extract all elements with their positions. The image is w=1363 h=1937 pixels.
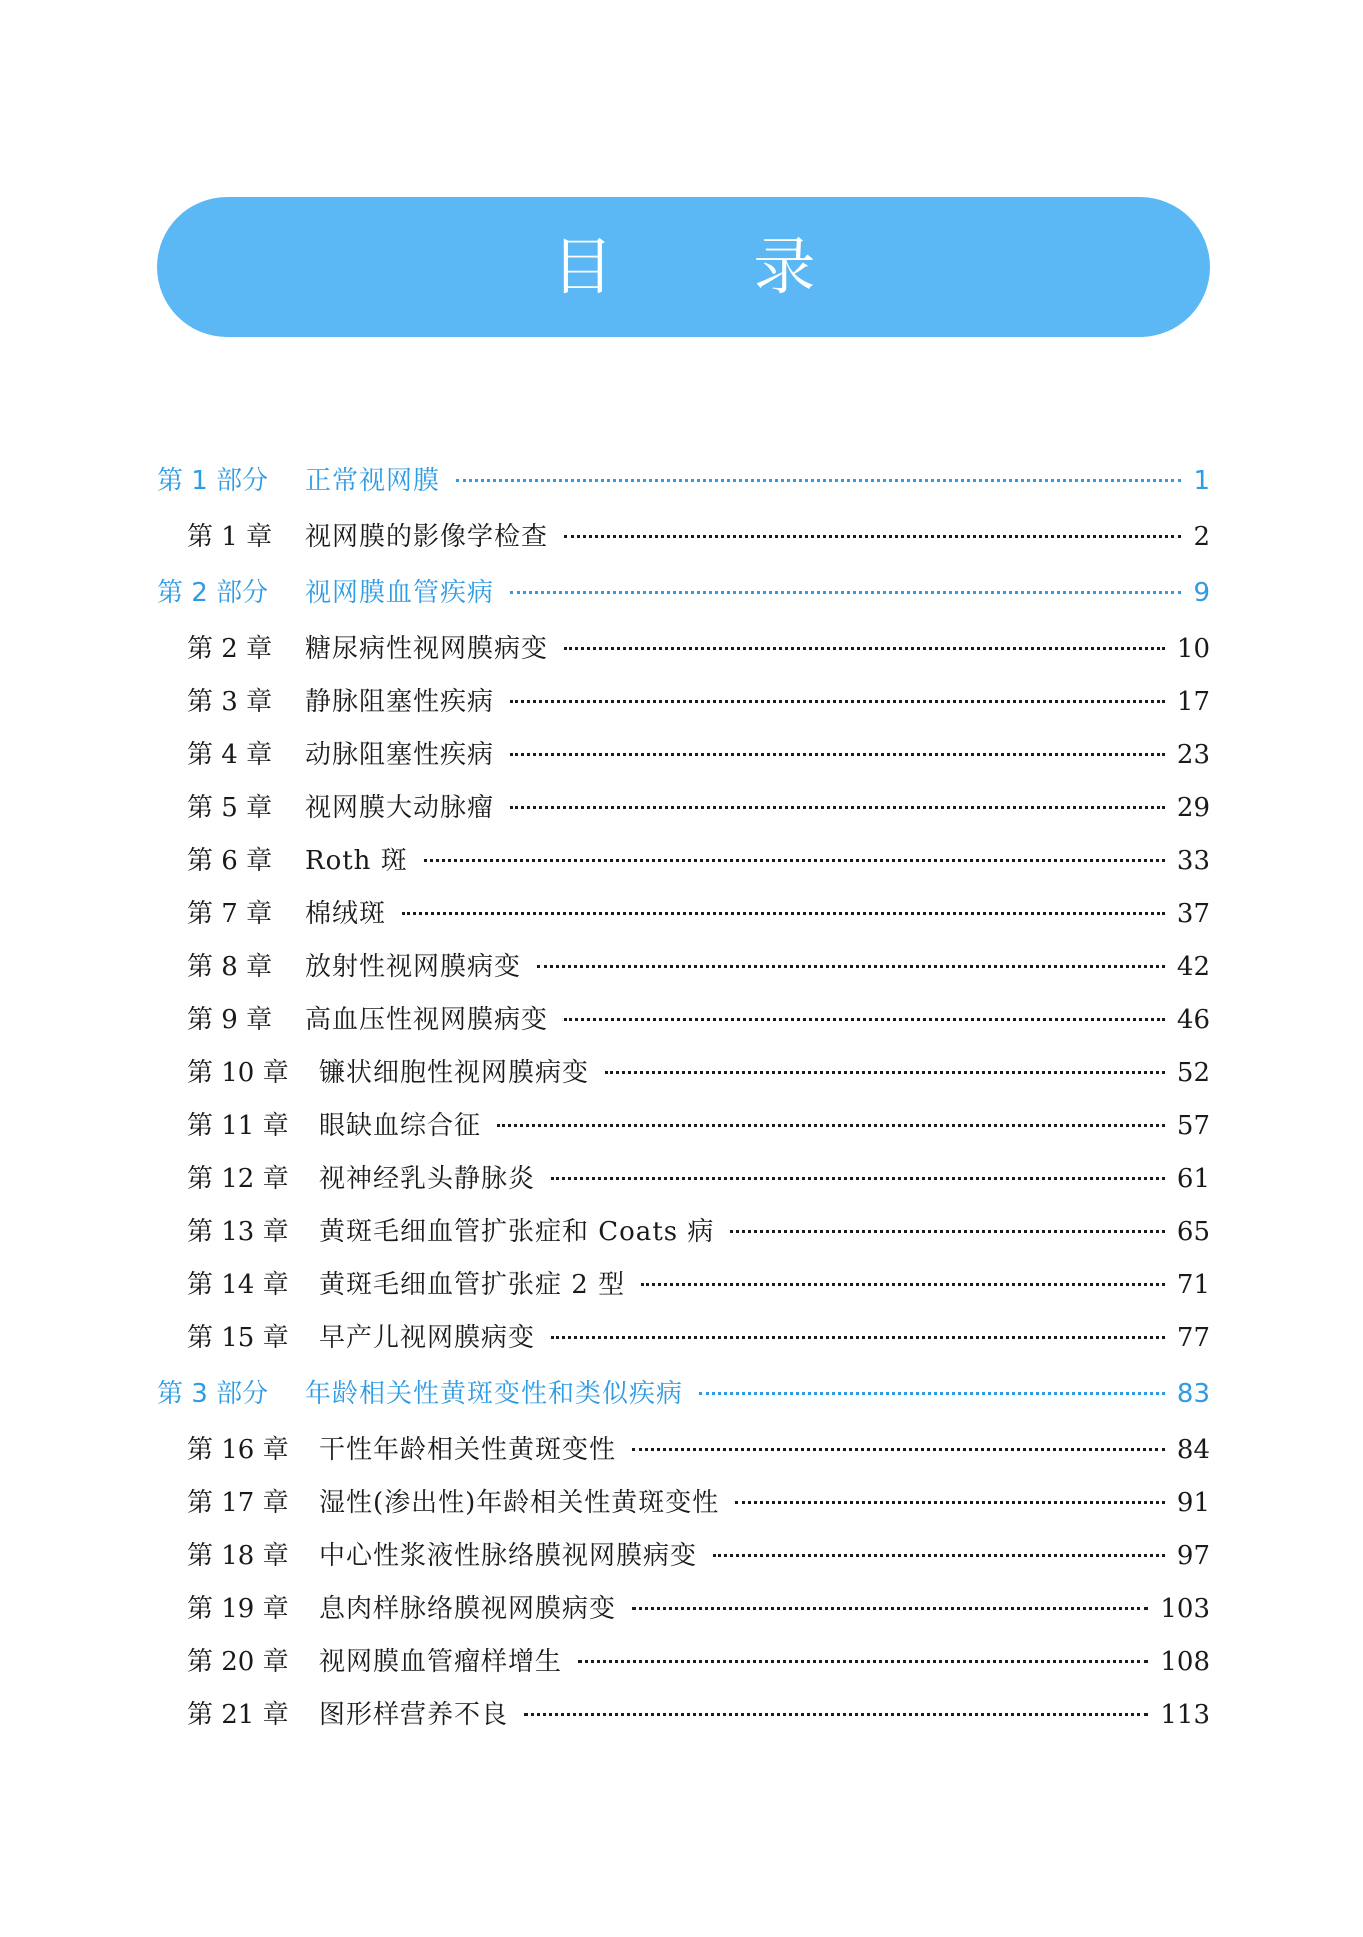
dot-leader [564,535,1181,538]
chapter-number: 第 9 章 [187,1005,273,1035]
dot-leader [605,1071,1165,1074]
chapter-title: 静脉阻塞性疾病 [305,687,495,717]
table-of-contents [157,452,1210,1742]
toc-chapter-entry[interactable] [157,1259,1210,1312]
chapter-number: 第 17 章 [187,1488,289,1518]
dot-leader [578,1660,1148,1663]
chapter-title: 糖尿病性视网膜病变 [305,634,549,664]
chapter-title: 镰状细胞性视网膜病变 [319,1058,590,1088]
dot-leader [424,859,1165,862]
chapter-number: 第 4 章 [187,740,273,770]
page-title: 目 录 [551,230,876,303]
chapter-number: 第 6 章 [187,846,273,876]
chapter-title: 早产儿视网膜病变 [319,1323,536,1353]
toc-chapter-entry[interactable] [157,1047,1210,1100]
page-number: 46 [1176,1005,1210,1035]
chapter-title: 黄斑毛细血管扩张症和 Coats 病 [319,1217,715,1247]
dot-leader [551,1177,1165,1180]
title-banner [157,197,1210,337]
page-number: 83 [1176,1379,1210,1409]
chapter-number: 第 21 章 [187,1700,289,1730]
page-number: 29 [1176,793,1210,823]
page-number: 57 [1176,1111,1210,1141]
toc-chapter-entry[interactable] [157,1583,1210,1636]
chapter-title: 放射性视网膜病变 [305,952,522,982]
dot-leader [510,700,1165,703]
dot-leader [510,591,1181,594]
page-number: 77 [1176,1323,1210,1353]
chapter-number: 第 3 章 [187,687,273,717]
chapter-number: 第 19 章 [187,1594,289,1624]
dot-leader [456,479,1181,482]
dot-leader [730,1230,1165,1233]
dot-leader [713,1554,1165,1557]
chapter-title: 中心性浆液性脉络膜视网膜病变 [319,1541,698,1571]
page-number: 103 [1160,1594,1210,1624]
chapter-number: 第 12 章 [187,1164,289,1194]
chapter-title: 图形样营养不良 [319,1700,509,1730]
page-number: 10 [1176,634,1210,664]
toc-part-entry[interactable] [157,564,1210,623]
page-number: 37 [1176,899,1210,929]
part-title: 年龄相关性黄斑变性和类似疾病 [305,1379,684,1409]
dot-leader [564,1018,1165,1021]
toc-chapter-entry[interactable] [157,1312,1210,1365]
page-number: 91 [1176,1488,1210,1518]
dot-leader [551,1336,1165,1339]
toc-chapter-entry[interactable] [157,1424,1210,1477]
part-number: 第 2 部分 [157,578,269,608]
toc-chapter-entry[interactable] [157,1206,1210,1259]
chapter-title: 眼缺血综合征 [319,1111,482,1141]
page-number: 52 [1176,1058,1210,1088]
toc-chapter-entry[interactable] [157,1689,1210,1742]
chapter-number: 第 15 章 [187,1323,289,1353]
chapter-number: 第 7 章 [187,899,273,929]
toc-part-entry[interactable] [157,1365,1210,1424]
toc-chapter-entry[interactable] [157,1636,1210,1689]
chapter-number: 第 13 章 [187,1217,289,1247]
page-number: 61 [1176,1164,1210,1194]
page-number: 84 [1176,1435,1210,1465]
page-number: 33 [1176,846,1210,876]
part-number: 第 1 部分 [157,466,269,496]
chapter-title: 视网膜血管瘤样增生 [319,1647,563,1677]
dot-leader [632,1448,1165,1451]
toc-chapter-entry[interactable] [157,729,1210,782]
toc-chapter-entry[interactable] [157,511,1210,564]
chapter-number: 第 18 章 [187,1541,289,1571]
page-number: 71 [1176,1270,1210,1300]
chapter-title: 动脉阻塞性疾病 [305,740,495,770]
dot-leader [564,647,1165,650]
toc-chapter-entry[interactable] [157,676,1210,729]
dot-leader [735,1501,1165,1504]
page-number: 17 [1176,687,1210,717]
chapter-number: 第 16 章 [187,1435,289,1465]
chapter-title: 视网膜的影像学检查 [305,522,549,552]
dot-leader [510,806,1165,809]
toc-chapter-entry[interactable] [157,835,1210,888]
dot-leader [699,1392,1165,1395]
chapter-number: 第 11 章 [187,1111,289,1141]
chapter-number: 第 10 章 [187,1058,289,1088]
page-number: 9 [1193,578,1210,608]
part-title: 正常视网膜 [305,466,441,496]
dot-leader [537,965,1165,968]
chapter-title: 视网膜大动脉瘤 [305,793,495,823]
toc-chapter-entry[interactable] [157,941,1210,994]
dot-leader [641,1283,1165,1286]
part-number: 第 3 部分 [157,1379,269,1409]
chapter-title: 高血压性视网膜病变 [305,1005,549,1035]
chapter-number: 第 5 章 [187,793,273,823]
chapter-number: 第 1 章 [187,522,273,552]
toc-chapter-entry[interactable] [157,1100,1210,1153]
toc-chapter-entry[interactable] [157,1530,1210,1583]
chapter-number: 第 14 章 [187,1270,289,1300]
page-number: 97 [1176,1541,1210,1571]
toc-chapter-entry[interactable] [157,782,1210,835]
chapter-title: 湿性(渗出性)年龄相关性黄斑变性 [319,1488,720,1518]
page-number: 2 [1193,522,1210,552]
chapter-number: 第 2 章 [187,634,273,664]
chapter-title: 息肉样脉络膜视网膜病变 [319,1594,617,1624]
toc-chapter-entry[interactable] [157,1153,1210,1206]
chapter-title: 视神经乳头静脉炎 [319,1164,536,1194]
chapter-title: Roth 斑 [305,846,408,876]
dot-leader [402,912,1165,915]
dot-leader [497,1124,1165,1127]
page-number: 42 [1176,952,1210,982]
page-number: 113 [1160,1700,1210,1730]
page-number: 23 [1176,740,1210,770]
dot-leader [632,1607,1148,1610]
chapter-title: 棉绒斑 [305,899,387,929]
page-number: 65 [1176,1217,1210,1247]
toc-chapter-entry[interactable] [157,623,1210,676]
toc-chapter-entry[interactable] [157,888,1210,941]
chapter-number: 第 8 章 [187,952,273,982]
toc-chapter-entry[interactable] [157,1477,1210,1530]
chapter-number: 第 20 章 [187,1647,289,1677]
page-number: 108 [1160,1647,1210,1677]
dot-leader [524,1713,1148,1716]
toc-chapter-entry[interactable] [157,994,1210,1047]
chapter-title: 黄斑毛细血管扩张症 2 型 [319,1270,626,1300]
toc-part-entry[interactable] [157,452,1210,511]
page-number: 1 [1193,466,1210,496]
part-title: 视网膜血管疾病 [305,578,495,608]
chapter-title: 干性年龄相关性黄斑变性 [319,1435,617,1465]
dot-leader [510,753,1165,756]
